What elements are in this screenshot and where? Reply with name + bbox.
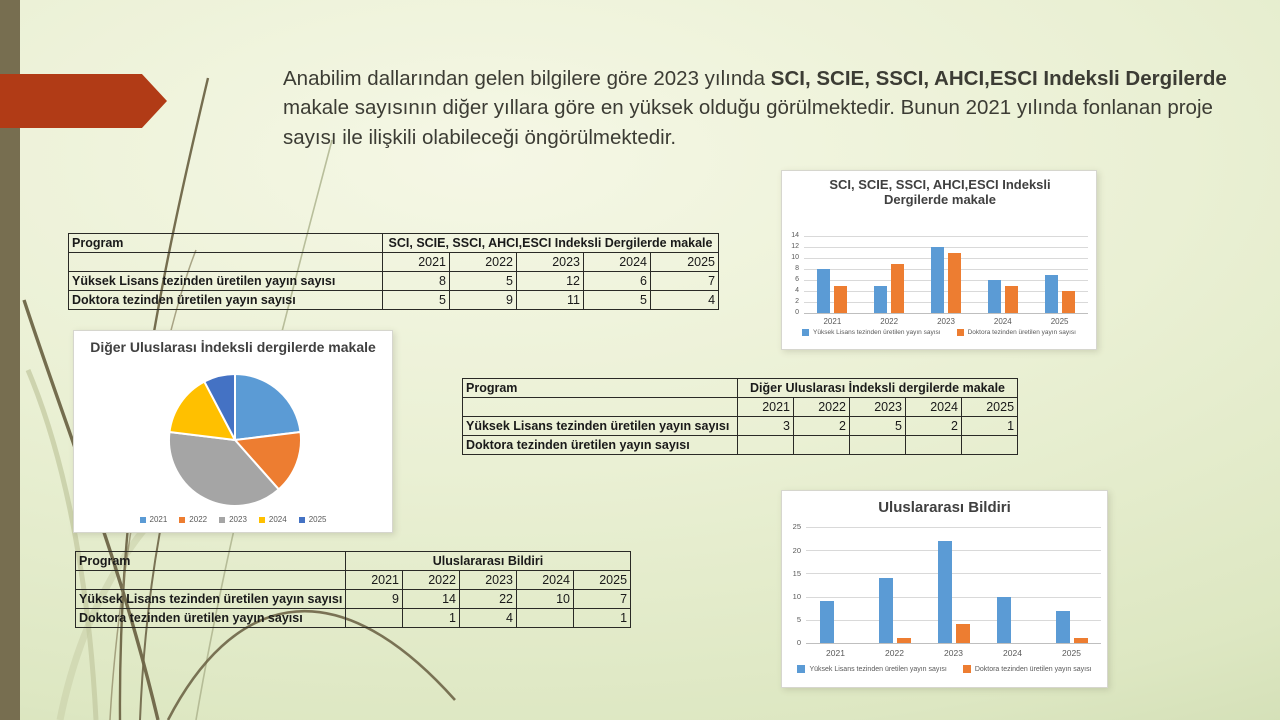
year-header-cell: 2023 [460,571,517,590]
program-header-cell: Program [76,552,346,571]
legend-label: Yüksek Lisans tezinden üretilen yayın sayısı [813,329,941,336]
x-tick-label: 2022 [885,648,904,658]
y-tick-label: 2 [795,297,799,305]
pie-chart [74,331,394,534]
table-years-row [463,398,1018,417]
y-tick-label: 8 [795,264,799,272]
bar-yuksek-lisans-2025 [1056,611,1070,643]
legend-label: 2025 [308,515,327,524]
value-cell [962,436,1018,455]
legend-swatch [259,517,265,523]
gridline [804,236,1088,237]
year-header-cell: 2021 [738,398,794,417]
row-label-cell: Doktora tezinden üretilen yayın sayısı [69,291,383,310]
legend-swatch [963,665,971,673]
value-cell: 5 [450,272,517,291]
bar-doktora-2022 [891,264,904,314]
table-data-row [463,436,1018,455]
legend-label: Yüksek Lisans tezinden üretilen yayın sayısı [809,665,947,673]
legend-label: 2023 [229,515,247,524]
value-cell: 3 [738,417,794,436]
legend-swatch [957,329,964,336]
y-tick-label: 15 [792,568,801,578]
legend-item [963,665,1092,673]
table-header-row [69,234,719,253]
data-table [68,233,719,310]
value-cell: 1 [574,609,631,628]
value-cell: 2 [794,417,850,436]
chart-legend [74,515,392,524]
year-header-cell: 2021 [346,571,403,590]
year-header-cell: 2024 [517,571,574,590]
row-label-cell: Yüksek Lisans tezinden üretilen yayın sayısı [76,590,346,609]
x-tick-label: 2022 [880,317,899,326]
value-cell: 12 [517,272,584,291]
table-international-proceedings [75,551,630,628]
x-axis-line [806,643,1101,644]
group-header-cell: Diğer Uluslarası İndeksli dergilerde makale [738,379,1018,398]
red-arrow-shape [0,74,167,128]
slide-title-text-regular: Anabilim dallarından gelen bilgilere göre 2023 yılında [283,67,771,90]
value-cell: 9 [450,291,517,310]
bar-yuksek-lisans-2022 [874,286,887,314]
table-header-row [463,379,1018,398]
group-header-cell: Uluslararası Bildiri [346,552,631,571]
year-header-cell: 2021 [383,253,450,272]
table-data-row [69,272,719,291]
bar-doktora-2021 [834,286,847,314]
value-cell [906,436,962,455]
legend-item [957,329,1076,336]
chart-title: SCI, SCIE, SSCI, AHCI,ESCI Indeksli Dergilerde makale [829,177,1051,208]
y-tick-label: 5 [796,615,801,625]
chart-legend [782,665,1107,673]
bar-chart-sci-indexed-articles [781,170,1097,350]
table-data-row [76,609,631,628]
legend-item [802,329,941,336]
table-data-row [69,291,719,310]
empty-cell [76,571,346,590]
value-cell: 7 [574,590,631,609]
value-cell: 4 [651,291,719,310]
table-data-row [463,417,1018,436]
value-cell: 1 [403,609,460,628]
x-tick-label: 2025 [1062,648,1081,658]
value-cell: 6 [584,272,651,291]
table-header-row [76,552,631,571]
table-years-row [76,571,631,590]
data-table [462,378,1018,455]
x-tick-label: 2021 [823,317,842,326]
table-sci-indexed-articles [68,233,718,310]
value-cell: 9 [346,590,403,609]
value-cell: 22 [460,590,517,609]
gridline [806,573,1101,574]
value-cell: 5 [584,291,651,310]
group-header-cell: SCI, SCIE, SSCI, AHCI,ESCI Indeksli Dergilerde makale [383,234,719,253]
value-cell [517,609,574,628]
bar-doktora-2022 [897,638,911,643]
legend-item [797,665,946,673]
chart-legend [782,329,1096,336]
x-tick-label: 2024 [993,317,1012,326]
x-tick-label: 2021 [826,648,845,658]
table-other-indexed-articles [462,378,1017,455]
row-label-cell: Doktora tezinden üretilen yayın sayısı [463,436,738,455]
gridline [806,597,1101,598]
year-header-cell: 2023 [850,398,906,417]
legend-item [179,515,207,524]
value-cell: 2 [906,417,962,436]
value-cell: 11 [517,291,584,310]
legend-swatch [299,517,305,523]
legend-swatch [797,665,805,673]
bar-yuksek-lisans-2021 [820,601,834,643]
legend-swatch [802,329,809,336]
pie-slice-2021 [235,374,301,440]
legend-item [140,515,168,524]
y-tick-label: 14 [791,231,799,239]
bar-doktora-2023 [956,624,970,643]
y-tick-label: 12 [791,242,799,250]
year-header-cell: 2025 [962,398,1018,417]
empty-cell [463,398,738,417]
x-tick-label: 2023 [944,648,963,658]
program-header-cell: Program [463,379,738,398]
gridline [806,527,1101,528]
bar-yuksek-lisans-2025 [1045,275,1058,314]
bar-yuksek-lisans-2024 [997,597,1011,643]
bar-chart-international-proceedings [781,490,1108,688]
row-label-cell: Yüksek Lisans tezinden üretilen yayın sayısı [69,272,383,291]
bar-yuksek-lisans-2023 [931,247,944,313]
slide-title [283,64,1246,152]
x-tick-label: 2024 [1003,648,1022,658]
value-cell: 10 [517,590,574,609]
y-tick-label: 0 [796,638,801,648]
legend-item [259,515,287,524]
bar-doktora-2025 [1074,638,1088,643]
year-header-cell: 2023 [517,253,584,272]
gridline [804,269,1088,270]
gridline [804,247,1088,248]
legend-label: Doktora tezinden üretilen yayın sayısı [974,665,1092,673]
y-tick-label: 4 [795,286,799,294]
y-tick-label: 0 [795,308,799,316]
table-data-row [76,590,631,609]
legend-swatch [179,517,185,523]
slide-title-text-regular-2: makale sayısının diğer yıllara göre en yüksek olduğu görülmektedir. Bunun 2021 yılında fonlanan proje sayısı ile ilişkili olabileceği öngörülmektedir. [283,96,1213,149]
value-cell: 7 [651,272,719,291]
legend-label: 2021 [149,515,168,524]
bar-yuksek-lisans-2023 [938,541,952,643]
x-axis-line [804,313,1088,314]
legend-label: Doktora tezinden üretilen yayın sayısı [967,329,1076,336]
value-cell: 4 [460,609,517,628]
year-header-cell: 2024 [906,398,962,417]
chart-title: Diğer Uluslarası İndeksli dergilerde makale [90,339,376,355]
legend-label: 2024 [268,515,287,524]
y-tick-label: 10 [791,253,799,261]
empty-cell [69,253,383,272]
gridline [804,258,1088,259]
year-header-cell: 2022 [450,253,517,272]
slide-title-text-bold: SCI, SCIE, SSCI, AHCI,ESCI Indeksli Dergilerde [770,67,1227,90]
value-cell: 5 [850,417,906,436]
bar-doktora-2024 [1005,286,1018,314]
value-cell [738,436,794,455]
y-tick-label: 20 [792,545,801,555]
y-tick-label: 25 [792,522,801,532]
row-label-cell: Doktora tezinden üretilen yayın sayısı [76,609,346,628]
year-header-cell: 2025 [574,571,631,590]
pie-chart-other-indexed-articles [73,330,393,533]
gridline [806,550,1101,551]
legend-swatch [219,517,225,523]
value-cell: 8 [383,272,450,291]
data-table [75,551,631,628]
x-tick-label: 2025 [1050,317,1069,326]
bar-doktora-2023 [948,253,961,314]
value-cell [794,436,850,455]
legend-item [219,515,247,524]
bar-doktora-2025 [1062,291,1075,313]
y-tick-label: 10 [792,591,801,601]
table-years-row [69,253,719,272]
value-cell [850,436,906,455]
value-cell: 1 [962,417,1018,436]
row-label-cell: Yüksek Lisans tezinden üretilen yayın sayısı [463,417,738,436]
value-cell: 5 [383,291,450,310]
x-tick-label: 2023 [937,317,955,326]
program-header-cell: Program [69,234,383,253]
bar-yuksek-lisans-2024 [988,280,1001,313]
bar-yuksek-lisans-2021 [817,269,830,313]
year-header-cell: 2025 [651,253,719,272]
legend-item [299,515,327,524]
year-header-cell: 2024 [584,253,651,272]
year-header-cell: 2022 [794,398,850,417]
chart-title: Uluslararası Bildiri [878,499,1011,516]
value-cell: 14 [403,590,460,609]
y-tick-label: 6 [795,275,799,283]
value-cell [346,609,403,628]
legend-swatch [140,517,146,523]
year-header-cell: 2022 [403,571,460,590]
bar-yuksek-lisans-2022 [879,578,893,643]
legend-label: 2022 [189,515,208,524]
